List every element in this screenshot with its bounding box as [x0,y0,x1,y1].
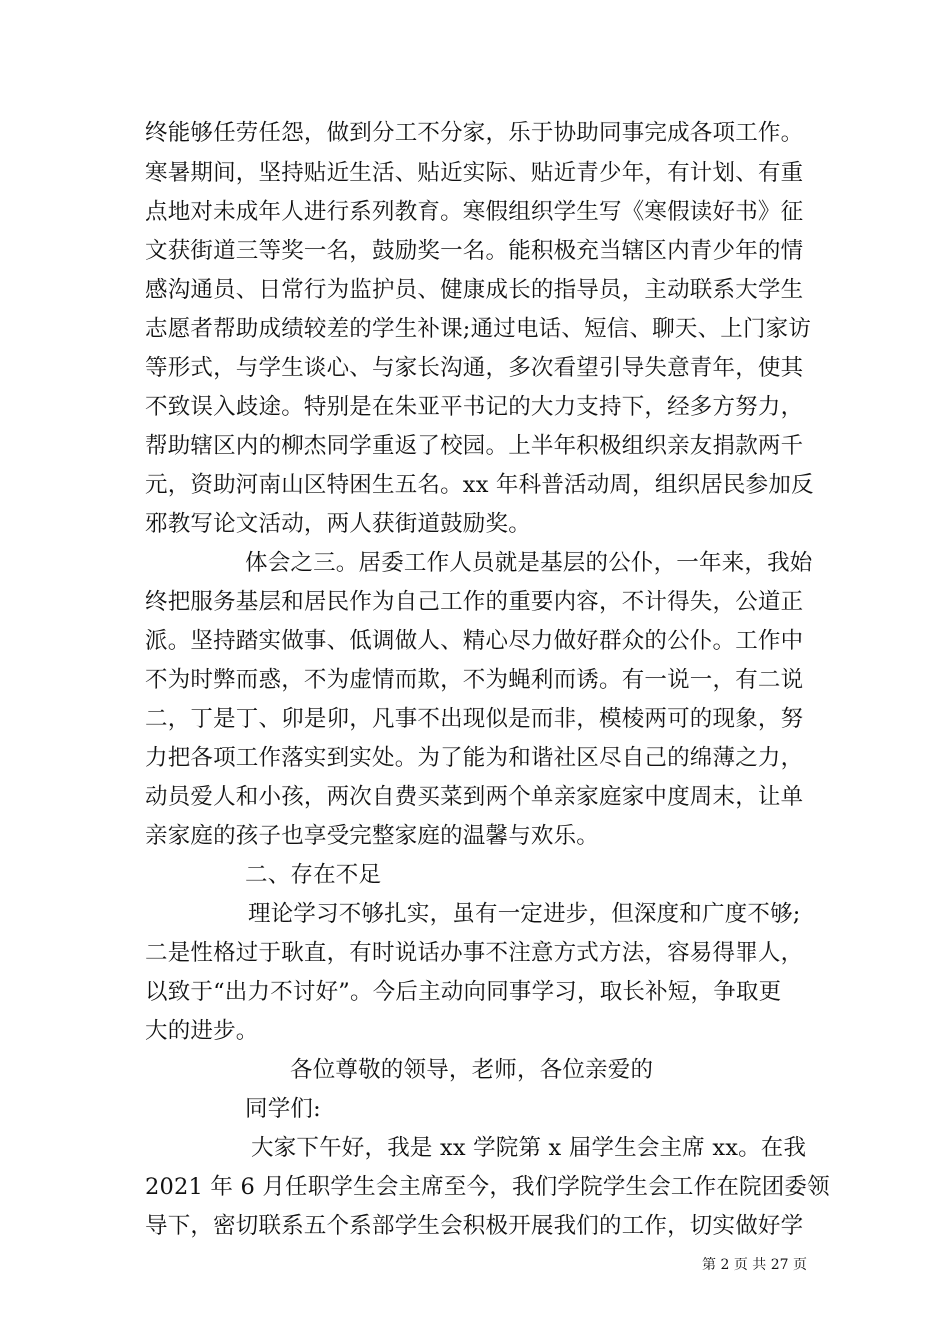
text-line: 2021 年 6 月任职学生会主席至今，我们学院学生会工作在院团委领 [145,1174,830,1200]
text-line: 终能够任劳任怨，做到分工不分家，乐于协助同事完成各项工作。 [145,120,804,146]
text-line: 力把各项工作落实到实处。为了能为和谐社区尽自己的绵薄之力， [145,745,804,771]
text-line: 终把服务基层和居民作为自己工作的重要内容，不计得失，公道正 [145,589,804,615]
text-line: 亲家庭的孩子也享受完整家庭的温馨与欢乐。 [145,823,600,849]
text-line: 二，丁是丁、卯是卯，凡事不出现似是而非，模棱两可的现象，努 [145,706,804,732]
text-line: 邪教写论文活动，两人获街道鼓励奖。 [145,511,531,537]
text-line: 元，资助河南山区特困生五名。xx 年科普活动周，组织居民参加反 [145,472,814,498]
text-line: 二是性格过于耿直，有时说话办事不注意方式方法，容易得罪人， [145,940,804,966]
text-line: 以致于“出力不讨好”。今后主动向同事学习，取长补短，争取更 [145,979,782,1005]
salutation-line: 同学们: [245,1096,321,1122]
section-heading: 二、存在不足 [245,862,382,888]
text-line: 志愿者帮助成绩较差的学生补课;通过电话、短信、聊天、上门家访 [145,316,812,342]
text-line: 动员爱人和小孩，两次自费买菜到两个单亲家庭家中度周末，让单 [145,784,804,810]
text-line: 派。坚持踏实做事、低调做人、精心尽力做好群众的公仆。工作中 [145,628,804,654]
text-line: 点地对未成年人进行系列教育。寒假组织学生写《寒假读好书》征 [145,199,804,225]
text-line: 大的进步。 [145,1018,259,1044]
text-line: 帮助辖区内的柳杰同学重返了校园。上半年积极组织亲友捐款两千 [145,433,804,459]
text-line: 寒暑期间，坚持贴近生活、贴近实际、贴近青少年，有计划、有重 [145,160,804,186]
paragraph-start-line: 理论学习不够扎实，虽有一定进步，但深度和广度不够; [248,901,801,927]
speech-title-line: 各位尊敬的领导，老师，各位亲爱的 [290,1057,654,1083]
text-line: 感沟通员、日常行为监护员、健康成长的指导员，主动联系大学生 [145,277,804,303]
page-number: 第 2 页 共 27 页 [702,1257,807,1273]
text-line: 文获街道三等奖一名，鼓励奖一名。能积极充当辖区内青少年的情 [145,238,804,264]
text-line: 不致误入歧途。特别是在朱亚平书记的大力支持下，经多方努力， [145,394,804,420]
text-line: 导下，密切联系五个系部学生会积极开展我们的工作，切实做好学 [145,1213,804,1239]
paragraph-start-line: 体会之三。居委工作人员就是基层的公仆，一年来，我始 [245,550,813,576]
text-line: 不为时弊而惑，不为虚情而欺，不为蝇利而诱。有一说一，有二说 [145,667,804,693]
text-line: 等形式，与学生谈心、与家长沟通，多次看望引导失意青年，使其 [145,355,804,381]
paragraph-start-line: 大家下午好，我是 xx 学院第 x 届学生会主席 xx。在我 [251,1135,807,1161]
